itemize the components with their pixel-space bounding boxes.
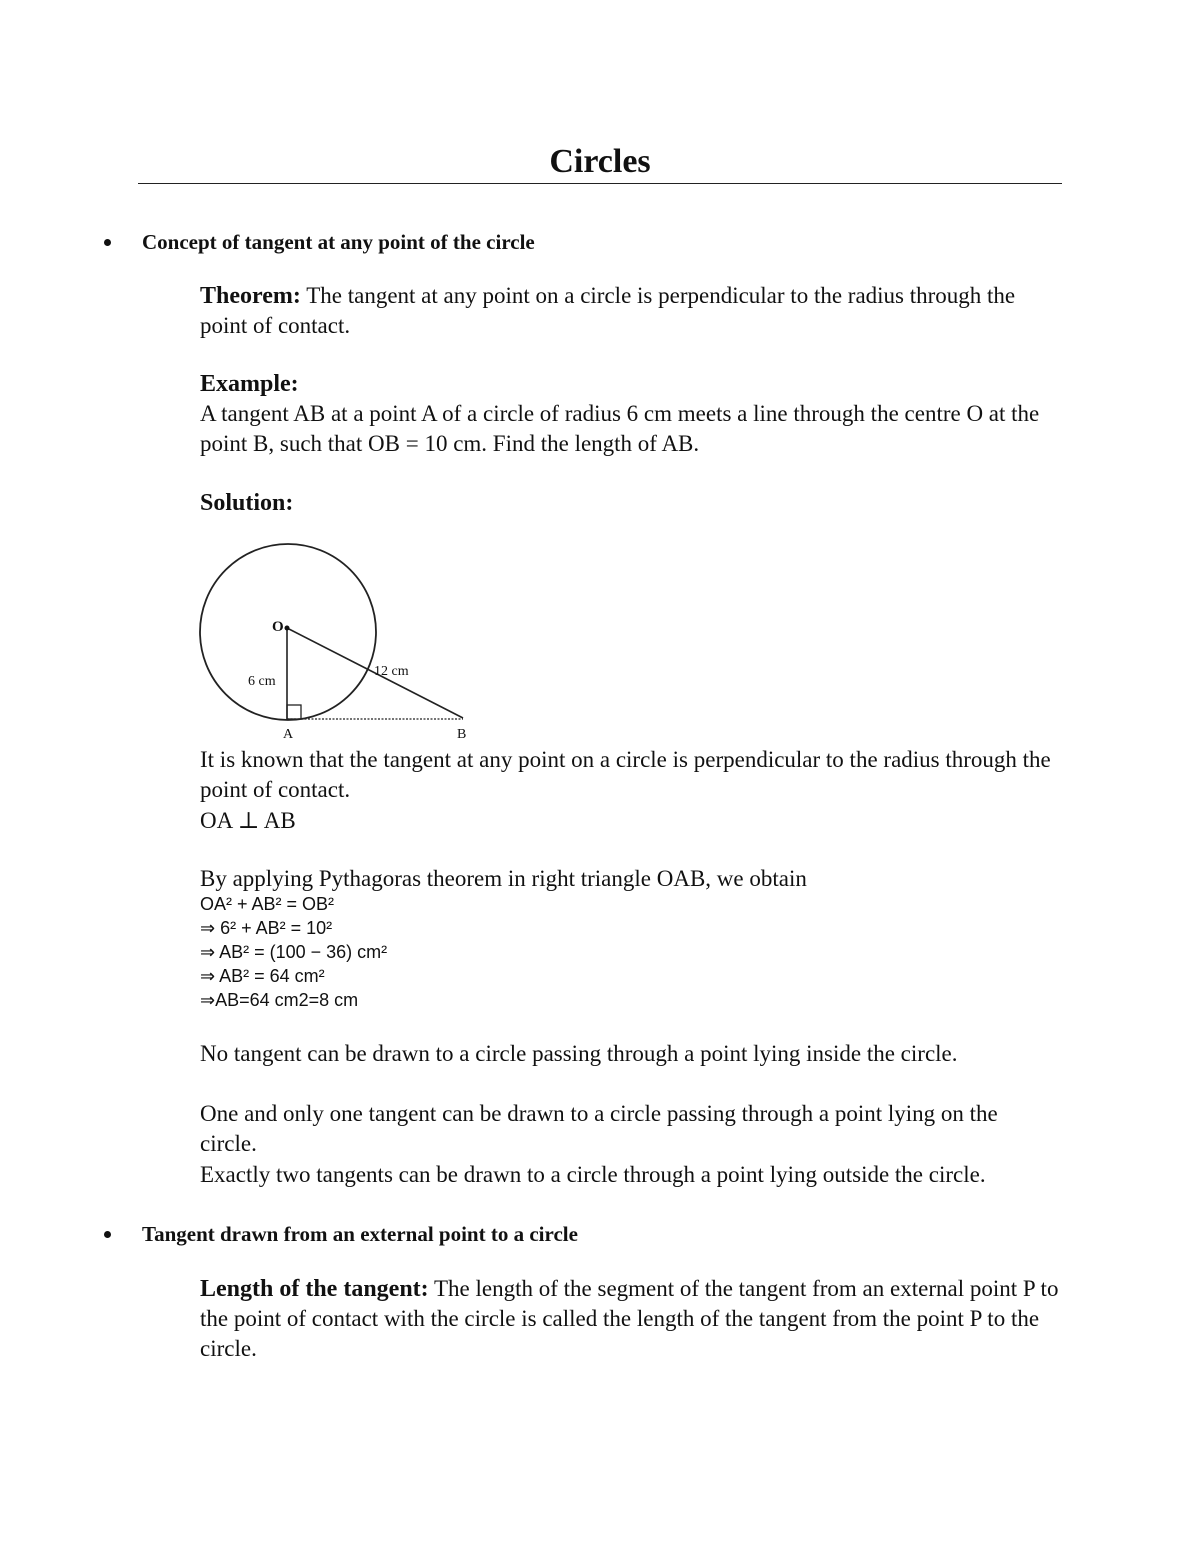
pythagoras-paragraph: By applying Pythagoras theorem in right triangle OAB, we obtain xyxy=(200,866,807,891)
label-a: A xyxy=(283,727,294,742)
bullet-icon xyxy=(104,1231,111,1238)
math-line: ⇒ AB² = (100 − 36) cm² xyxy=(200,942,388,962)
math-line: ⇒AB=64 cm2=8 cm xyxy=(200,990,359,1010)
label-b: B xyxy=(457,727,467,742)
label-hypotenuse: 12 cm xyxy=(374,664,409,679)
tangent-diagram xyxy=(190,535,490,745)
solution-label-block xyxy=(200,488,1060,518)
right-angle-marker xyxy=(287,705,301,719)
theorem-text: The tangent at any point on a circle is perpendicular to the radius through the point of contact. xyxy=(200,283,1016,338)
known-paragraph: It is known that the tangent at any point on a circle is perpendicular to the radius through the point of contact. xyxy=(200,747,1051,802)
bullet-icon xyxy=(104,239,111,246)
title-underline xyxy=(138,183,1062,184)
section-2-heading: Tangent drawn from an external point to a circle xyxy=(142,1222,578,1246)
label-radius: 6 cm xyxy=(248,674,276,689)
math-steps xyxy=(200,892,700,1012)
center-point xyxy=(285,626,290,631)
fact-outside-point: Exactly two tangents can be drawn to a circle through a point lying outside the circle. xyxy=(200,1162,986,1187)
perpendicular-statement: OA ⊥ AB xyxy=(200,808,296,833)
tangent-figure xyxy=(190,535,490,745)
page-title: Circles xyxy=(549,143,651,180)
theorem-paragraph xyxy=(200,281,1060,341)
length-text: The length of the segment of the tangent from an external point P to the point of contact with the circle is called the length of the tangent from the point P to the circle. xyxy=(200,1276,1059,1361)
math-line: OA² + AB² = OB² xyxy=(200,894,335,914)
math-line: ⇒ 6² + AB² = 10² xyxy=(200,918,333,938)
fact-inside-point: No tangent can be drawn to a circle passing through a point lying inside the circle. xyxy=(200,1041,958,1066)
label-o: O xyxy=(272,619,284,635)
section-1-heading: Concept of tangent at any point of the circle xyxy=(142,230,535,254)
circle-shape xyxy=(200,544,376,720)
length-of-tangent-paragraph xyxy=(200,1274,1060,1364)
example-text: A tangent AB at a point A of a circle of radius 6 cm meets a line through the centre O at the point B, such that OB = 10 cm. Find the length of AB. xyxy=(200,401,1040,456)
length-label: Length of the tangent: xyxy=(200,1276,429,1302)
example-label: Example: xyxy=(200,371,299,397)
solution-label: Solution: xyxy=(200,490,294,516)
math-line: ⇒ AB² = 64 cm² xyxy=(200,966,325,986)
fact-on-circle-point: One and only one tangent can be drawn to a circle passing through a point lying on the circle. xyxy=(200,1101,998,1156)
example-label-block xyxy=(200,369,1060,399)
theorem-label: Theorem: xyxy=(200,283,301,309)
